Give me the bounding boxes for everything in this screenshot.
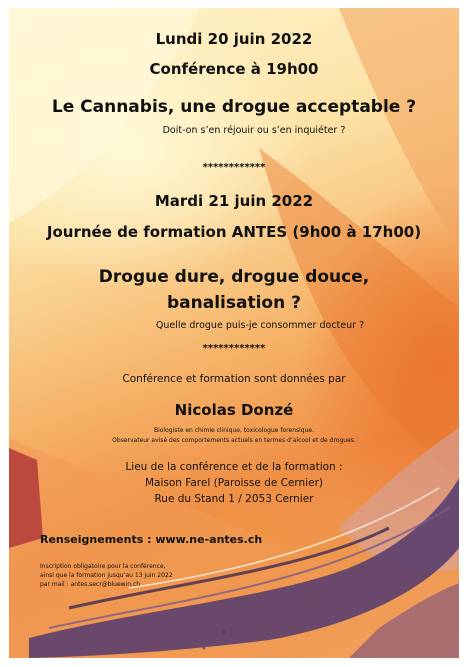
event2-date: Mardi 21 juin 2022 — [154, 192, 314, 210]
venue-line2: Maison Farel (Paroisse de Cernier) — [145, 477, 323, 489]
registration-email-link[interactable]: antes.secr@bluewin.ch — [70, 581, 141, 588]
venue-line3: Rue du Stand 1 / 2053 Cernier — [154, 493, 314, 505]
speaker-bio-line1: Biologiste en chimie clinique, toxicologue forensique. — [153, 427, 315, 434]
poster — [9, 8, 459, 658]
event2-title-line1: Drogue dure, drogue douce, — [98, 267, 370, 287]
event2-subtitle: Quelle drogue puis-je consommer docteur ? — [155, 320, 365, 331]
separator: ************ — [202, 343, 266, 354]
registration-line3 — [40, 581, 140, 588]
registration-line1: Inscription obligatoire pour la conférence, — [40, 563, 166, 570]
venue-line1: Lieu de la conférence et de la formation : — [125, 461, 343, 473]
info-line — [40, 533, 262, 546]
event2-time: Journée de formation ANTES (9h00 à 17h00) — [46, 223, 422, 241]
registration-email-label: par mail : — [40, 581, 71, 588]
event2-title-line2: banalisation ? — [167, 293, 301, 313]
event1-time: Conférence à 19h00 — [149, 60, 319, 78]
event1-subtitle: Doit-on s’en réjouir ou s’en inquiéter ? — [162, 125, 346, 136]
event1-title: Le Cannabis, une drogue acceptable ? — [51, 97, 417, 117]
separator: ************ — [202, 162, 266, 173]
registration-line2: ainsi que la formation jusqu’au 13 juin 2022 — [40, 572, 173, 579]
poster-content — [9, 8, 459, 658]
speaker-name: Nicolas Donzé — [174, 401, 294, 419]
info-label: Renseignements : — [40, 533, 156, 546]
event1-date: Lundi 20 juin 2022 — [155, 30, 313, 48]
speaker-intro: Conférence et formation sont données par — [122, 373, 346, 385]
speaker-bio-line2: Observateur avisé des comportements actuels en termes d’alcool et de drogues. — [112, 437, 356, 444]
info-website-link[interactable]: www.ne-antes.ch — [155, 533, 263, 546]
